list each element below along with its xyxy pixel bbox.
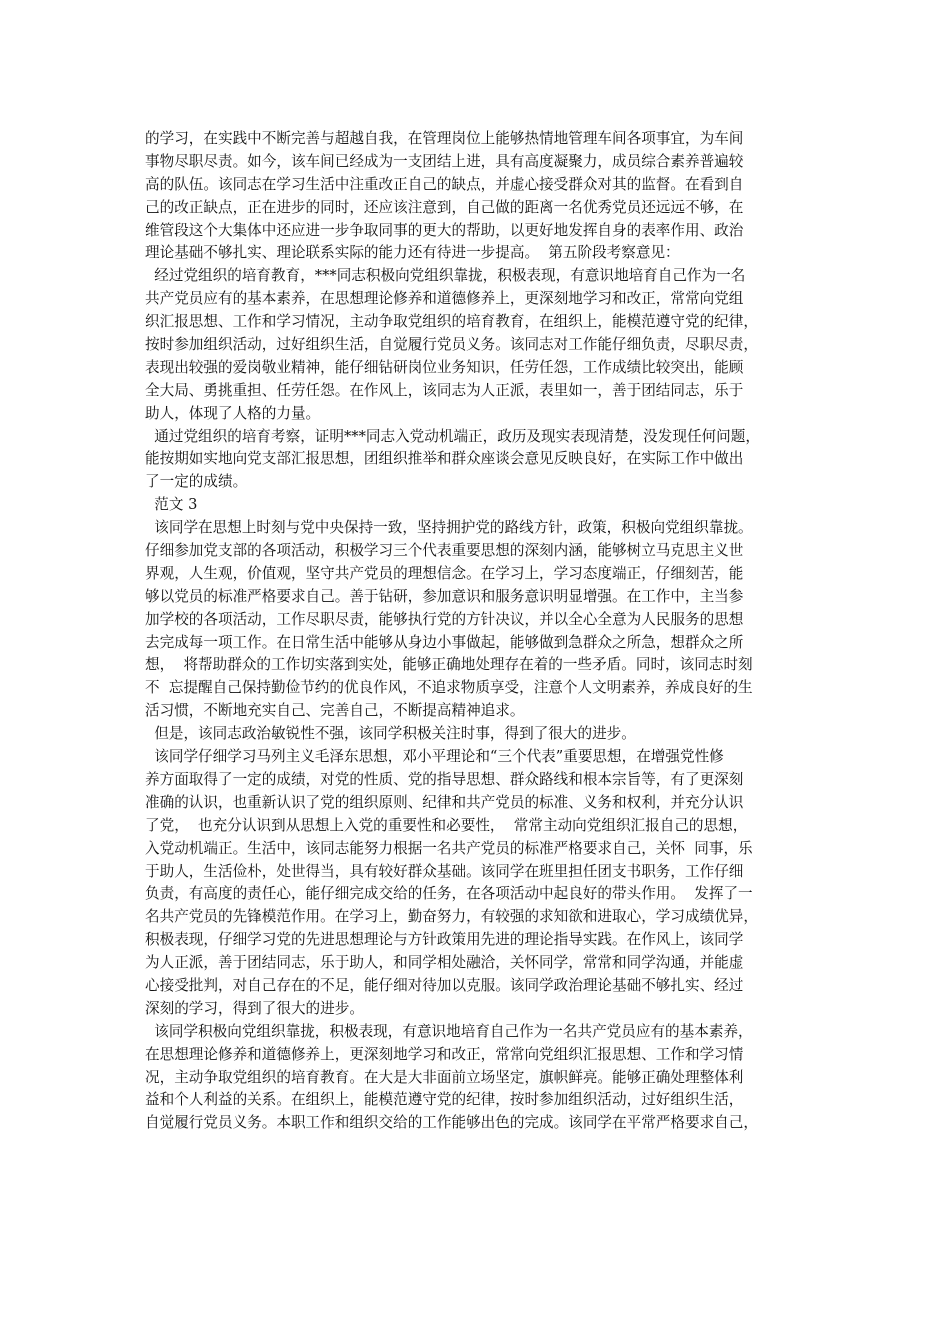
text-line: 但是，该同志政治敏锐性不强，该同学积极关注时事，得到了很大的进步。 [145,725,636,743]
text-line: 够以党员的标准严格要求自己。善于钻研，参加意识和服务意识明显增强。在工作中，主当参 [145,587,744,605]
section-heading: 范文 3 [145,496,198,514]
text-line: 维管段这个大集体中还应进一步争取同事的更大的帮助，以更好地发挥自身的表率作用、政治 [145,221,744,239]
text-line: 了一定的成绩。 [145,473,248,491]
text-line: 益和个人利益的关系。在组织上，能模范遵守党的纪律，按时参加组织活动，过好组织生活， [145,1091,744,1109]
text-line: 深刻的学习，得到了很大的进步。 [145,999,364,1017]
text-line: 积极表现，仔细学习党的先进思想理论与方针政策用先进的理论指导实践。在作风上，该同学 [145,931,744,949]
text-line: 负责，有高度的责任心，能仔细完成交给的任务，在各项活动中起良好的带头作用。 发挥了一 [145,885,753,903]
text-line: 事物尽职尽责。如今，该车间已经成为一支团结上进，具有高度凝聚力，成员综合素养普遍较 [145,152,744,170]
text-line: 去完成每一项工作。在日常生活中能够从身边小事做起，能够做到急群众之所急，想群众之所 [145,633,744,651]
text-line: 准确的认识，也重新认识了党的组织原则、纪律和共产党员的标准、义务和权利，并充分认识 [145,793,744,811]
text-line: 按时参加组织活动，过好组织生活，自觉履行党员义务。该同志对工作能仔细负责，尽职尽责， [145,336,758,354]
text-line: 入党动机端正。生活中，该同志能努力根据一名共产党员的标准严格要求自己，关怀 同事，乐 [145,839,753,857]
text-line: 己的改正缺点，正在进步的同时，还应该注意到，自己做的距离一名优秀党员还远远不够，在 [145,198,744,216]
text-line: 通过党组织的培育考察，证明***同志入党动机端正，政历及现实表现清楚，没发现任何问题， [145,427,760,445]
text-line: 为人正派，善于团结同志，乐于助人，和同学相处融洽，关怀同学，常常和同学沟通，并能虚 [145,954,744,972]
text-line: 助人，体现了人格的力量。 [145,404,321,422]
text-line: 的学习，在实践中不断完善与超越自我，在管理岗位上能够热情地管理车间各项事宜，为车间 [145,130,744,147]
text-line: 织汇报思想、工作和学习情况，主动争取党组织的培育教育，在组织上，能模范遵守党的纪律， [145,313,758,331]
text-line: 高的队伍。该同志在学习生活中注重改正自己的缺点，并虚心接受群众对其的监督。在看到自 [145,175,744,193]
text-line: 心接受批判，对自己存在的不足，能仔细对待加以克服。该同学政治理论基础不够扎实、经过 [145,976,744,994]
text-line: 表现出较强的爱岗敬业精神，能仔细钻研岗位业务知识，任劳任怨，工作成绩比较突出，能顾 [145,358,744,376]
text-line: 自觉履行党员义务。本职工作和组织交给的工作能够出色的完成。该同学在平常严格要求自己， [145,1114,758,1132]
text-line: 活习惯，不断地充实自己、完善自己，不断提高精神追求。 [145,702,525,720]
text-line: 能按期如实地向党支部汇报思想，团组织推举和群众座谈会意见反映良好，在实际工作中做出 [145,450,744,468]
text-line: 名共产党员的先锋模范作用。在学习上，勤奋努力，有较强的求知欲和进取心，学习成绩优异， [145,908,758,926]
text-line: 该同学仔细学习马列主义毛泽东思想，邓小平理论和“三个代表”重要思想，在增强党性修 [145,748,724,766]
text-line: 况，主动争取党组织的培育教育。在大是大非面前立场坚定，旗帜鲜亮。能够正确处理整体利 [145,1068,744,1086]
text-line: 于助人，生活俭朴，处世得当，具有较好群众基础。该同学在班里担任团支书职务，工作仔细 [145,862,744,880]
text-line: 界观，人生观，价值观，坚守共产党员的理想信念。在学习上，学习态度端正，仔细刻苦，能 [145,564,744,582]
text-line: 仔细参加党支部的各项活动，积极学习三个代表重要思想的深刻内涵，能够树立马克思主义世 [145,542,744,560]
document-body [145,128,825,1135]
text-line: 加学校的各项活动，工作尽职尽责，能够执行党的方针决议，并以全心全意为人民服务的思想 [145,610,744,628]
text-line: 理论基础不够扎实、理论联系实际的能力还有待进一步提高。 第五阶段考察意见： [145,244,680,262]
text-line: 该同学在思想上时刻与党中央保持一致，坚持拥护党的路线方针，政策，积极向党组织靠拢。 [145,519,753,537]
text-line: 该同学积极向党组织靠拢，积极表现，有意识地培育自己作为一名共产党员应有的基本素养， [145,1022,753,1040]
text-line: 全大局、勇挑重担、任劳任怨。在作风上，该同志为人正派，表里如一，善于团结同志，乐于 [145,381,744,399]
text-line: 经过党组织的培育教育，***同志积极向党组织靠拢，积极表现，有意识地培育自己作为一名 [145,267,746,285]
text-line: 想， 将帮助群众的工作切实落到实处，能够正确地处理存在着的一些矛盾。同时，该同志时刻 [145,656,753,674]
text-line: 在思想理论修养和道德修养上，更深刻地学习和改正，常常向党组织汇报思想、工作和学习情 [145,1045,744,1063]
text-line: 了党， 也充分认识到从思想上入党的重要性和必要性， 常常主动向党组织汇报自己的思想， [145,816,748,834]
text-line: 共产党员应有的基本素养，在思想理论修养和道德修养上，更深刻地学习和改正，常常向党组 [145,290,744,308]
text-line: 不 忘提醒自己保持勤俭节约的优良作风，不追求物质享受，注意个人文明素养，养成良好的生 [145,679,753,697]
text-line: 养方面取得了一定的成绩，对党的性质、党的指导思想、群众路线和根本宗旨等，有了更深刻 [145,770,744,788]
